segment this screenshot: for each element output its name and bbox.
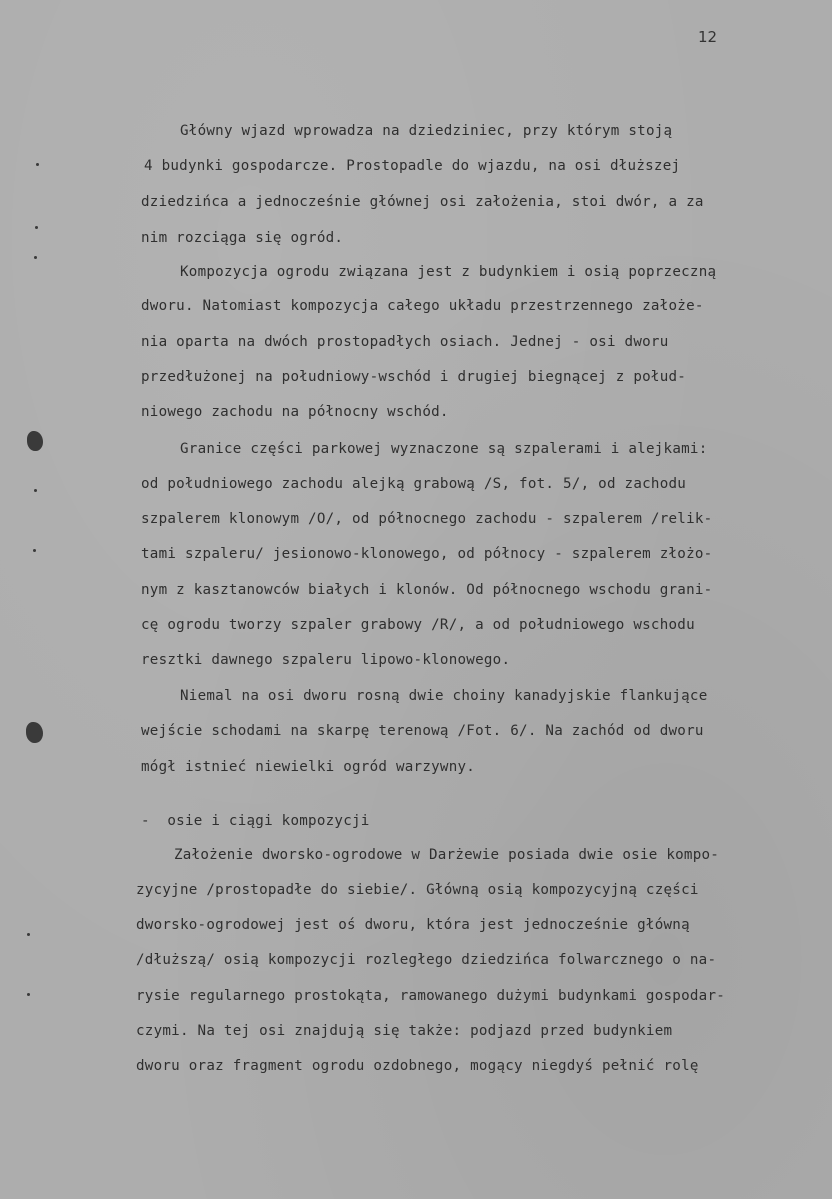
text-line: tami szpaleru/ jesionowo-klonowego, od północy - szpalerem złożo- (141, 546, 713, 562)
text-line: Założenie dworsko-ogrodowe w Darżewie posiada dwie osie kompo- (174, 847, 720, 863)
text-line: Granice części parkowej wyznaczone są szpalerami i alejkami: (180, 441, 708, 457)
scan-blot (26, 722, 43, 743)
text-line: resztki dawnego szpaleru lipowo-klonowego. (141, 652, 511, 668)
text-line: zycyjne /prostopadłe do siebie/. Główną osią kompozycyjną części (136, 882, 699, 898)
text-line: Główny wjazd wprowadza na dziedziniec, przy którym stoją (180, 123, 673, 139)
text-line: od południowego zachodu alejką grabową /S, fot. 5/, od zachodu (141, 476, 687, 492)
text-line: rysie regularnego prostokąta, ramowanego dużymi budynkami gospodar- (136, 988, 726, 1004)
scan-speck (35, 226, 38, 229)
text-line: mógł istnieć niewielki ogród warzywny. (141, 759, 476, 775)
text-line: dworsko-ogrodowej jest oś dworu, która jest jednocześnie główną (136, 917, 690, 933)
scan-blot (27, 431, 43, 451)
text-line: /dłuższą/ osią kompozycji rozległego dziedzińca folwarcznego o na- (136, 952, 717, 968)
scan-speck (27, 993, 30, 996)
text-line: dworu oraz fragment ogrodu ozdobnego, mogący niegdyś pełnić rolę (136, 1058, 699, 1074)
scan-speck (27, 933, 30, 936)
text-line: szpalerem klonowym /O/, od północnego zachodu - szpalerem /relik- (141, 511, 713, 527)
scan-speck (34, 256, 37, 259)
scan-speck (36, 163, 39, 166)
section-heading: - osie i ciągi kompozycji (141, 813, 370, 829)
scan-speck (33, 549, 36, 552)
text-line: 4 budynki gospodarcze. Prostopadle do wjazdu, na osi dłuższej (144, 158, 681, 174)
text-line: niowego zachodu na północny wschód. (141, 404, 449, 420)
text-line: nim rozciąga się ogród. (141, 230, 344, 246)
scan-speck (34, 489, 37, 492)
text-line: nym z kasztanowców białych i klonów. Od północnego wschodu grani- (141, 582, 713, 598)
text-line: czymi. Na tej osi znajdują się także: podjazd przed budynkiem (136, 1023, 673, 1039)
page-number: 12 (698, 28, 718, 46)
text-line: dziedzińca a jednocześnie głównej osi założenia, stoi dwór, a za (141, 194, 704, 210)
text-line: dworu. Natomiast kompozycja całego układu przestrzennego założe- (141, 298, 704, 314)
text-line: przedłużonej na południowy-wschód i drugiej biegnącej z połud- (141, 369, 687, 385)
text-line: nia oparta na dwóch prostopadłych osiach. Jednej - osi dworu (141, 334, 669, 350)
text-line: Niemal na osi dworu rosną dwie choiny kanadyjskie flankujące (180, 688, 708, 704)
text-line: cę ogrodu tworzy szpaler grabowy /R/, a od południowego wschodu (141, 617, 695, 633)
text-line: Kompozycja ogrodu związana jest z budynkiem i osią poprzeczną (180, 264, 717, 280)
text-line: wejście schodami na skarpę terenową /Fot. 6/. Na zachód od dworu (141, 723, 704, 739)
